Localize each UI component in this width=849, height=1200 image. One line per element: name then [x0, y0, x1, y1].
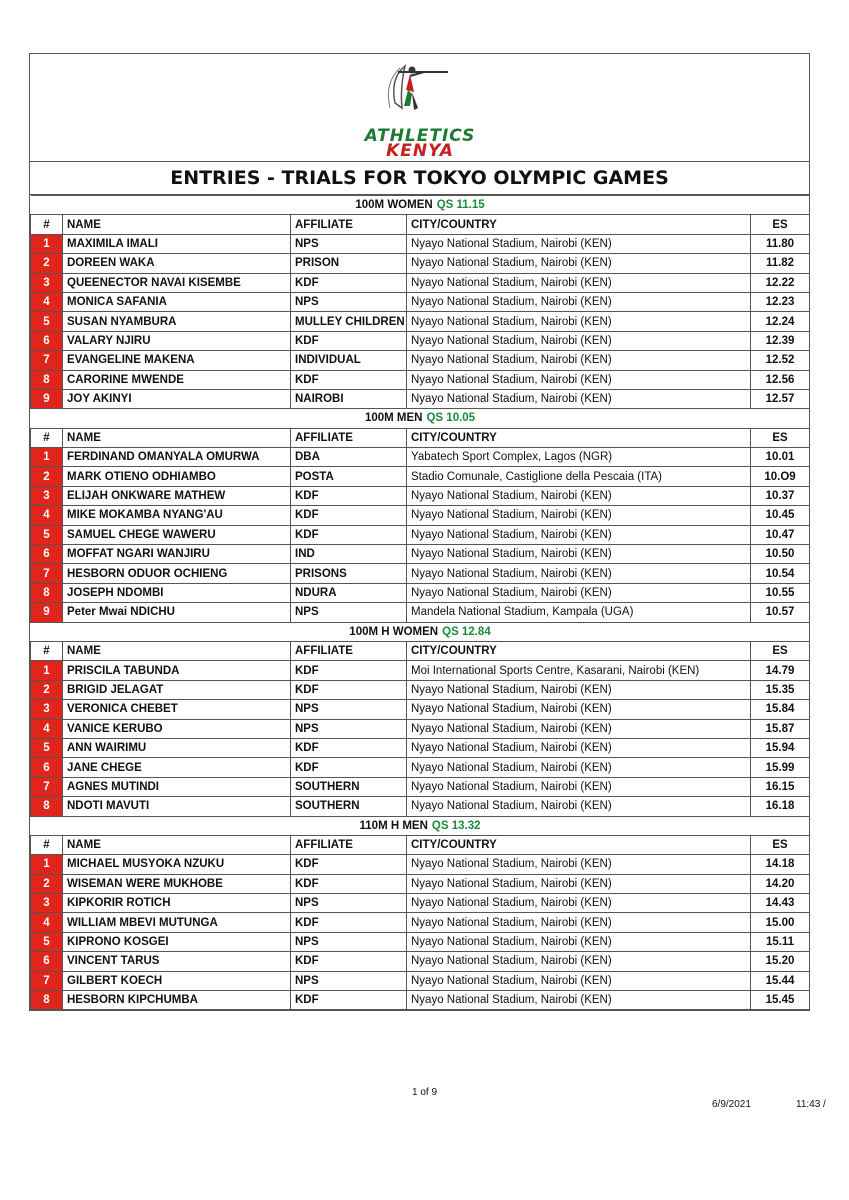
venue: Nyayo National Stadium, Nairobi (KEN) — [407, 292, 751, 311]
qualifying-standard: QS 13.32 — [431, 819, 481, 832]
athlete-name: VERONICA CHEBET — [63, 700, 291, 719]
affiliate: KDF — [291, 738, 407, 757]
entry-standard: 12.52 — [751, 351, 810, 370]
athlete-name: PRISCILA TABUNDA — [63, 661, 291, 680]
venue: Nyayo National Stadium, Nairobi (KEN) — [407, 312, 751, 331]
rank-number: 3 — [31, 894, 63, 913]
rank-number: 5 — [31, 932, 63, 951]
rank-number: 7 — [31, 777, 63, 796]
table-row — [31, 545, 810, 564]
rank-number: 2 — [31, 874, 63, 893]
entry-standard: 15.99 — [751, 758, 810, 777]
entry-standard: 15.44 — [751, 971, 810, 990]
rank-number: 6 — [31, 758, 63, 777]
rank-number: 9 — [31, 389, 63, 408]
col-header-num: # — [31, 215, 63, 234]
entry-standard: 14.43 — [751, 894, 810, 913]
venue: Nyayo National Stadium, Nairobi (KEN) — [407, 234, 751, 253]
entry-standard: 14.79 — [751, 661, 810, 680]
col-header-name: NAME — [63, 641, 291, 660]
rank-number: 8 — [31, 991, 63, 1010]
affiliate: PRISON — [291, 254, 407, 273]
venue: Stadio Comunale, Castiglione della Pescaia (ITA) — [407, 467, 751, 486]
entry-standard: 10.54 — [751, 564, 810, 583]
logo-athletics-text: ATHLETICS — [364, 126, 476, 146]
section-title — [31, 622, 810, 641]
athlete-name: JOY AKINYI — [63, 389, 291, 408]
athletics-kenya-logo — [360, 58, 480, 161]
affiliate: KDF — [291, 952, 407, 971]
athlete-name: Peter Mwai NDICHU — [63, 603, 291, 622]
athlete-name: WISEMAN WERE MUKHOBE — [63, 874, 291, 893]
affiliate: NPS — [291, 292, 407, 311]
javelin-athlete-icon — [360, 58, 480, 128]
col-header-es: ES — [751, 428, 810, 447]
entry-standard: 15.11 — [751, 932, 810, 951]
col-header-city: CITY/COUNTRY — [407, 641, 751, 660]
table-row — [31, 855, 810, 874]
venue: Nyayo National Stadium, Nairobi (KEN) — [407, 583, 751, 602]
event-name: 110M H MEN — [359, 819, 428, 832]
table-row — [31, 738, 810, 757]
rank-number: 4 — [31, 719, 63, 738]
athlete-name: DOREEN WAKA — [63, 254, 291, 273]
section-title — [31, 816, 810, 835]
logo-kenya-text: KENYA — [386, 141, 454, 161]
table-row — [31, 331, 810, 350]
section-header-row — [31, 816, 810, 835]
entries-sheet — [29, 53, 810, 1011]
rank-number: 2 — [31, 254, 63, 273]
athlete-name: GILBERT KOECH — [63, 971, 291, 990]
affiliate: KDF — [291, 680, 407, 699]
athlete-name: MARK OTIENO ODHIAMBO — [63, 467, 291, 486]
col-header-name: NAME — [63, 215, 291, 234]
affiliate: KDF — [291, 874, 407, 893]
entry-standard: 12.39 — [751, 331, 810, 350]
athlete-name: SAMUEL CHEGE WAWERU — [63, 525, 291, 544]
entry-standard: 10.01 — [751, 448, 810, 467]
affiliate: KDF — [291, 991, 407, 1010]
affiliate: KDF — [291, 913, 407, 932]
athlete-name: KIPRONO KOSGEI — [63, 932, 291, 951]
table-row — [31, 952, 810, 971]
athlete-name: CARORINE MWENDE — [63, 370, 291, 389]
affiliate: NPS — [291, 932, 407, 951]
col-header-affiliate: AFFILIATE — [291, 835, 407, 854]
affiliate: NPS — [291, 894, 407, 913]
venue: Nyayo National Stadium, Nairobi (KEN) — [407, 506, 751, 525]
table-row — [31, 758, 810, 777]
table-row — [31, 292, 810, 311]
table-row — [31, 913, 810, 932]
rank-number: 4 — [31, 506, 63, 525]
athlete-name: JOSEPH NDOMBI — [63, 583, 291, 602]
col-header-affiliate: AFFILIATE — [291, 428, 407, 447]
entry-standard: 15.00 — [751, 913, 810, 932]
table-row — [31, 603, 810, 622]
entry-standard: 12.24 — [751, 312, 810, 331]
column-header-row — [31, 428, 810, 447]
table-row — [31, 506, 810, 525]
affiliate: SOUTHERN — [291, 777, 407, 796]
affiliate: NPS — [291, 603, 407, 622]
athlete-name: FERDINAND OMANYALA OMURWA — [63, 448, 291, 467]
venue: Nyayo National Stadium, Nairobi (KEN) — [407, 971, 751, 990]
athlete-name: BRIGID JELAGAT — [63, 680, 291, 699]
col-header-affiliate: AFFILIATE — [291, 641, 407, 660]
col-header-es: ES — [751, 641, 810, 660]
venue: Nyayo National Stadium, Nairobi (KEN) — [407, 738, 751, 757]
rank-number: 8 — [31, 797, 63, 816]
table-row — [31, 564, 810, 583]
venue: Yabatech Sport Complex, Lagos (NGR) — [407, 448, 751, 467]
rank-number: 6 — [31, 331, 63, 350]
affiliate: INDIVIDUAL — [291, 351, 407, 370]
venue: Nyayo National Stadium, Nairobi (KEN) — [407, 797, 751, 816]
affiliate: NPS — [291, 234, 407, 253]
athlete-name: ANN WAIRIMU — [63, 738, 291, 757]
affiliate: KDF — [291, 525, 407, 544]
entry-standard: 15.35 — [751, 680, 810, 699]
entry-standard: 16.15 — [751, 777, 810, 796]
section-header-row — [31, 196, 810, 215]
table-row — [31, 932, 810, 951]
entry-standard: 15.84 — [751, 700, 810, 719]
rank-number: 1 — [31, 855, 63, 874]
venue: Nyayo National Stadium, Nairobi (KEN) — [407, 874, 751, 893]
athlete-name: MIKE MOKAMBA NYANG'AU — [63, 506, 291, 525]
affiliate: KDF — [291, 661, 407, 680]
table-row — [31, 894, 810, 913]
col-header-num: # — [31, 835, 63, 854]
affiliate: KDF — [291, 758, 407, 777]
table-row — [31, 583, 810, 602]
print-date: 6/9/2021 — [712, 1099, 751, 1110]
section-header-row — [31, 622, 810, 641]
entry-standard: 16.18 — [751, 797, 810, 816]
venue: Nyayo National Stadium, Nairobi (KEN) — [407, 370, 751, 389]
affiliate: SOUTHERN — [291, 797, 407, 816]
logo-header — [30, 54, 809, 162]
qualifying-standard: QS 12.84 — [442, 625, 491, 638]
venue: Nyayo National Stadium, Nairobi (KEN) — [407, 894, 751, 913]
rank-number: 1 — [31, 234, 63, 253]
venue: Nyayo National Stadium, Nairobi (KEN) — [407, 913, 751, 932]
table-row — [31, 273, 810, 292]
athlete-name: VALARY NJIRU — [63, 331, 291, 350]
entry-standard: 15.45 — [751, 991, 810, 1010]
athlete-name: QUEENECTOR NAVAI KISEMBE — [63, 273, 291, 292]
athlete-name: WILLIAM MBEVI MUTUNGA — [63, 913, 291, 932]
table-row — [31, 797, 810, 816]
athlete-name: MONICA SAFANIA — [63, 292, 291, 311]
athlete-name: MICHAEL MUSYOKA NZUKU — [63, 855, 291, 874]
rank-number: 3 — [31, 273, 63, 292]
affiliate: KDF — [291, 486, 407, 505]
entries-table-body — [31, 196, 810, 1010]
venue: Nyayo National Stadium, Nairobi (KEN) — [407, 700, 751, 719]
rank-number: 3 — [31, 700, 63, 719]
table-row — [31, 467, 810, 486]
entry-standard: 12.22 — [751, 273, 810, 292]
venue: Nyayo National Stadium, Nairobi (KEN) — [407, 680, 751, 699]
section-header-row — [31, 409, 810, 428]
entry-standard: 15.87 — [751, 719, 810, 738]
entry-standard: 10.45 — [751, 506, 810, 525]
entry-standard: 10.O9 — [751, 467, 810, 486]
entry-standard: 10.55 — [751, 583, 810, 602]
rank-number: 6 — [31, 952, 63, 971]
affiliate: NAIROBI — [291, 389, 407, 408]
affiliate: NPS — [291, 719, 407, 738]
entries-table — [30, 195, 810, 1010]
entry-standard: 10.57 — [751, 603, 810, 622]
table-row — [31, 448, 810, 467]
athlete-name: MOFFAT NGARI WANJIRU — [63, 545, 291, 564]
affiliate: PRISONS — [291, 564, 407, 583]
venue: Nyayo National Stadium, Nairobi (KEN) — [407, 855, 751, 874]
print-time: 11:43 / — [796, 1099, 826, 1110]
venue: Nyayo National Stadium, Nairobi (KEN) — [407, 952, 751, 971]
venue: Nyayo National Stadium, Nairobi (KEN) — [407, 719, 751, 738]
col-header-city: CITY/COUNTRY — [407, 835, 751, 854]
athlete-name: VANICE KERUBO — [63, 719, 291, 738]
venue: Nyayo National Stadium, Nairobi (KEN) — [407, 331, 751, 350]
section-title — [31, 409, 810, 428]
qualifying-standard: QS 11.15 — [436, 199, 485, 212]
affiliate: NPS — [291, 971, 407, 990]
page-number: 1 of 9 — [412, 1087, 438, 1098]
venue: Nyayo National Stadium, Nairobi (KEN) — [407, 254, 751, 273]
rank-number: 1 — [31, 448, 63, 467]
table-row — [31, 991, 810, 1010]
rank-number: 9 — [31, 603, 63, 622]
entry-standard: 12.57 — [751, 389, 810, 408]
table-row — [31, 719, 810, 738]
rank-number: 6 — [31, 545, 63, 564]
athlete-name: JANE CHEGE — [63, 758, 291, 777]
athlete-name: EVANGELINE MAKENA — [63, 351, 291, 370]
athlete-name: AGNES MUTINDI — [63, 777, 291, 796]
entry-standard: 12.23 — [751, 292, 810, 311]
affiliate: IND — [291, 545, 407, 564]
event-name: 100M WOMEN — [355, 199, 433, 212]
entry-standard: 10.37 — [751, 486, 810, 505]
qualifying-standard: QS 10.05 — [426, 412, 476, 425]
entry-standard: 11.82 — [751, 254, 810, 273]
venue: Nyayo National Stadium, Nairobi (KEN) — [407, 389, 751, 408]
affiliate: KDF — [291, 855, 407, 874]
table-row — [31, 874, 810, 893]
athlete-name: ELIJAH ONKWARE MATHEW — [63, 486, 291, 505]
entry-standard: 12.56 — [751, 370, 810, 389]
column-header-row — [31, 835, 810, 854]
venue: Nyayo National Stadium, Nairobi (KEN) — [407, 486, 751, 505]
venue: Nyayo National Stadium, Nairobi (KEN) — [407, 991, 751, 1010]
table-row — [31, 234, 810, 253]
table-row — [31, 370, 810, 389]
rank-number: 2 — [31, 680, 63, 699]
rank-number: 4 — [31, 292, 63, 311]
col-header-es: ES — [751, 835, 810, 854]
col-header-city: CITY/COUNTRY — [407, 215, 751, 234]
affiliate: NDURA — [291, 583, 407, 602]
affiliate: KDF — [291, 506, 407, 525]
col-header-affiliate: AFFILIATE — [291, 215, 407, 234]
rank-number: 8 — [31, 370, 63, 389]
rank-number: 3 — [31, 486, 63, 505]
col-header-name: NAME — [63, 428, 291, 447]
table-row — [31, 254, 810, 273]
athlete-name: VINCENT TARUS — [63, 952, 291, 971]
entry-standard: 15.94 — [751, 738, 810, 757]
entry-standard: 10.50 — [751, 545, 810, 564]
table-row — [31, 680, 810, 699]
venue: Nyayo National Stadium, Nairobi (KEN) — [407, 777, 751, 796]
entry-standard: 14.20 — [751, 874, 810, 893]
event-name: 100M H WOMEN — [349, 625, 439, 638]
venue: Mandela National Stadium, Kampala (UGA) — [407, 603, 751, 622]
col-header-city: CITY/COUNTRY — [407, 428, 751, 447]
athlete-name: HESBORN ODUOR OCHIENG — [63, 564, 291, 583]
rank-number: 8 — [31, 583, 63, 602]
rank-number: 5 — [31, 525, 63, 544]
venue: Nyayo National Stadium, Nairobi (KEN) — [407, 545, 751, 564]
rank-number: 2 — [31, 467, 63, 486]
rank-number: 4 — [31, 913, 63, 932]
rank-number: 7 — [31, 564, 63, 583]
affiliate: DBA — [291, 448, 407, 467]
athlete-name: NDOTI MAVUTI — [63, 797, 291, 816]
rank-number: 1 — [31, 661, 63, 680]
table-row — [31, 486, 810, 505]
entry-standard: 15.20 — [751, 952, 810, 971]
table-row — [31, 777, 810, 796]
affiliate: POSTA — [291, 467, 407, 486]
venue: Nyayo National Stadium, Nairobi (KEN) — [407, 351, 751, 370]
table-row — [31, 971, 810, 990]
affiliate: NPS — [291, 700, 407, 719]
col-header-num: # — [31, 428, 63, 447]
affiliate: KDF — [291, 331, 407, 350]
venue: Nyayo National Stadium, Nairobi (KEN) — [407, 932, 751, 951]
affiliate: KDF — [291, 273, 407, 292]
entry-standard: 11.80 — [751, 234, 810, 253]
event-name: 100M MEN — [364, 412, 423, 425]
table-row — [31, 661, 810, 680]
entry-standard: 14.18 — [751, 855, 810, 874]
athlete-name: MAXIMILA IMALI — [63, 234, 291, 253]
rank-number: 5 — [31, 738, 63, 757]
affiliate: KDF — [291, 370, 407, 389]
section-title — [31, 196, 810, 215]
venue: Moi International Sports Centre, Kasarani, Nairobi (KEN) — [407, 661, 751, 680]
col-header-name: NAME — [63, 835, 291, 854]
venue: Nyayo National Stadium, Nairobi (KEN) — [407, 273, 751, 292]
table-row — [31, 525, 810, 544]
venue: Nyayo National Stadium, Nairobi (KEN) — [407, 758, 751, 777]
table-row — [31, 312, 810, 331]
entry-standard: 10.47 — [751, 525, 810, 544]
rank-number: 7 — [31, 351, 63, 370]
athlete-name: SUSAN NYAMBURA — [63, 312, 291, 331]
table-row — [31, 389, 810, 408]
athlete-name: HESBORN KIPCHUMBA — [63, 991, 291, 1010]
column-header-row — [31, 641, 810, 660]
venue: Nyayo National Stadium, Nairobi (KEN) — [407, 525, 751, 544]
page-title: ENTRIES - TRIALS FOR TOKYO OLYMPIC GAMES — [30, 162, 809, 195]
affiliate: MULLEY CHILDREN — [291, 312, 407, 331]
column-header-row — [31, 215, 810, 234]
col-header-num: # — [31, 641, 63, 660]
athlete-name: KIPKORIR ROTICH — [63, 894, 291, 913]
rank-number: 5 — [31, 312, 63, 331]
table-row — [31, 700, 810, 719]
rank-number: 7 — [31, 971, 63, 990]
table-row — [31, 351, 810, 370]
venue: Nyayo National Stadium, Nairobi (KEN) — [407, 564, 751, 583]
col-header-es: ES — [751, 215, 810, 234]
